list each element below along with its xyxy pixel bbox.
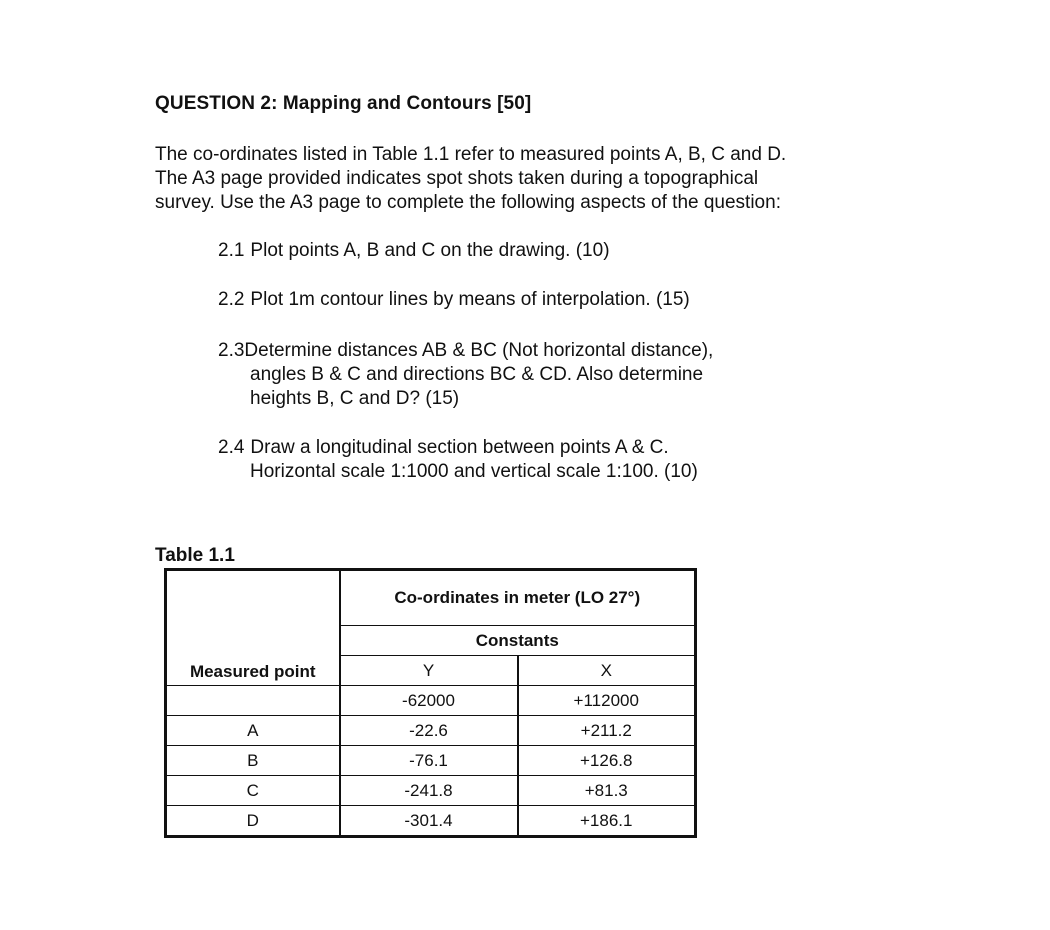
table-cell-point: [166, 686, 340, 716]
item-number: 2.4: [218, 437, 245, 458]
table-cell-point: A: [166, 716, 340, 746]
question-item-2-1: [218, 239, 610, 263]
item-text: Plot 1m contour lines by means of interpolation. (15): [250, 289, 690, 310]
coordinates-table: [164, 568, 697, 838]
item-text: Determine distances AB & BC (Not horizontal distance),: [244, 340, 714, 361]
item-text: angles B & C and directions BC & CD. Also determine: [250, 364, 704, 385]
y-header: Y: [340, 656, 518, 686]
coordinates-header: Co-ordinates in meter (LO 27°): [340, 570, 696, 626]
item-text: Draw a longitudinal section between points A & C.: [250, 437, 669, 458]
table-cell-point: D: [166, 806, 340, 837]
table-cell-x: +211.2: [518, 716, 696, 746]
table-caption: Table 1.1: [155, 545, 235, 566]
table-cell-y: -22.6: [340, 716, 518, 746]
constants-row: [166, 686, 696, 716]
measured-point-header: Measured point: [189, 662, 316, 681]
item-text: Horizontal scale 1:1000 and vertical scale 1:100. (10): [250, 461, 698, 482]
item-number: 2.1: [218, 240, 245, 261]
table-cell-y: -301.4: [340, 806, 518, 837]
table-cell-y: -76.1: [340, 746, 518, 776]
table-row: [166, 806, 696, 837]
item-text: heights B, C and D? (15): [250, 388, 460, 409]
question-item-2-3: [218, 339, 713, 411]
table-cell-x: +112000: [518, 686, 696, 716]
table-cell-point: B: [166, 746, 340, 776]
item-number: 2.2: [218, 289, 245, 310]
table-row: [166, 776, 696, 806]
item-text: Plot points A, B and C on the drawing. (10): [250, 240, 610, 261]
question-title: QUESTION 2: Mapping and Contours [50]: [155, 93, 532, 114]
x-header: X: [518, 656, 696, 686]
table-cell-x: +81.3: [518, 776, 696, 806]
table-row: [166, 716, 696, 746]
table-header-row: [166, 570, 696, 626]
table-cell-x: +126.8: [518, 746, 696, 776]
intro-line: The co-ordinates listed in Table 1.1 refer to measured points A, B, C and D.: [155, 144, 787, 165]
table-row: [166, 746, 696, 776]
table-cell-point: C: [166, 776, 340, 806]
intro-line: The A3 page provided indicates spot shots taken during a topographical: [155, 168, 759, 189]
question-item-2-2: [218, 288, 690, 312]
intro-line: survey. Use the A3 page to complete the following aspects of the question:: [155, 192, 781, 213]
measured-point-header-cell: [166, 570, 340, 686]
table-cell-y: -62000: [340, 686, 518, 716]
question-item-2-4: [218, 436, 698, 484]
question-intro: [155, 143, 915, 215]
table-cell-y: -241.8: [340, 776, 518, 806]
table-cell-x: +186.1: [518, 806, 696, 837]
item-number: 2.3: [218, 340, 245, 361]
constants-header: Constants: [340, 626, 696, 656]
